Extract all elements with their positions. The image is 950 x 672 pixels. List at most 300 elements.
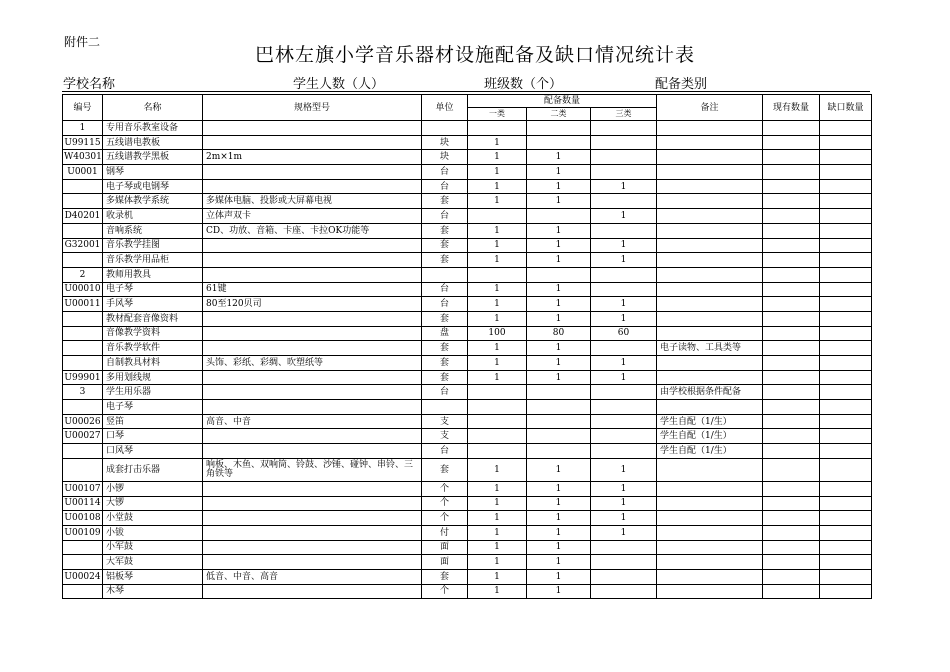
cell-existing <box>763 414 820 429</box>
cell-spec: 高音、中音 <box>203 414 422 429</box>
cell-note <box>657 525 763 540</box>
table-row <box>63 400 872 415</box>
header-cat3: 三类 <box>591 108 657 121</box>
cell-note <box>657 150 763 165</box>
table-row <box>63 414 872 429</box>
cell-note <box>657 209 763 224</box>
table-row <box>63 584 872 599</box>
cell-cat3: 1 <box>591 238 657 253</box>
cell-cat1: 1 <box>468 165 527 180</box>
cell-existing <box>763 282 820 297</box>
cell-unit: 套 <box>422 356 468 371</box>
table-row <box>63 385 872 400</box>
cell-existing <box>763 297 820 312</box>
cell-existing <box>763 341 820 356</box>
cell-cat1: 1 <box>468 481 527 496</box>
cell-gap <box>820 341 872 356</box>
cell-gap <box>820 481 872 496</box>
table-row <box>63 135 872 150</box>
cell-cat2: 1 <box>527 540 591 555</box>
table-row <box>63 165 872 180</box>
cell-gap <box>820 540 872 555</box>
cell-name: 小钹 <box>103 525 203 540</box>
cell-gap <box>820 179 872 194</box>
cell-cat1 <box>468 121 527 136</box>
cell-cat2: 1 <box>527 253 591 268</box>
cell-cat2 <box>527 121 591 136</box>
table-row <box>63 179 872 194</box>
cell-note <box>657 282 763 297</box>
cell-gap <box>820 370 872 385</box>
cell-name: 手风琴 <box>103 297 203 312</box>
cell-note <box>657 496 763 511</box>
table-row <box>63 311 872 326</box>
classes-label: 班级数（个） <box>484 77 563 92</box>
cell-spec <box>203 121 422 136</box>
cell-note <box>657 179 763 194</box>
cell-existing <box>763 370 820 385</box>
table-row <box>63 223 872 238</box>
cell-cat1 <box>468 444 527 459</box>
cell-cat2: 1 <box>527 481 591 496</box>
category-label: 配备类别 <box>655 77 708 92</box>
cell-cat1: 1 <box>468 569 527 584</box>
cell-gap <box>820 253 872 268</box>
cell-cat1: 1 <box>468 282 527 297</box>
cell-gap <box>820 385 872 400</box>
cell-cat3: 1 <box>591 356 657 371</box>
cell-spec: 80至120贝司 <box>203 297 422 312</box>
cell-cat2: 1 <box>527 555 591 570</box>
table-row <box>63 444 872 459</box>
cell-cat3 <box>591 429 657 444</box>
cell-cat2: 1 <box>527 179 591 194</box>
cell-unit: 套 <box>422 569 468 584</box>
cell-gap <box>820 555 872 570</box>
cell-cat2: 1 <box>527 282 591 297</box>
cell-code <box>63 179 103 194</box>
cell-gap <box>820 511 872 526</box>
cell-unit: 套 <box>422 223 468 238</box>
cell-cat3 <box>591 121 657 136</box>
cell-gap <box>820 311 872 326</box>
cell-name: 钢琴 <box>103 165 203 180</box>
cell-gap <box>820 209 872 224</box>
cell-name: 多用划线规 <box>103 370 203 385</box>
cell-cat2 <box>527 444 591 459</box>
cell-cat2 <box>527 209 591 224</box>
cell-code: U00024 <box>63 569 103 584</box>
cell-spec <box>203 135 422 150</box>
cell-code <box>63 540 103 555</box>
cell-cat2: 1 <box>527 370 591 385</box>
table-row <box>63 267 872 282</box>
cell-note <box>657 458 763 481</box>
school-name-label: 学校名称 <box>63 77 116 92</box>
cell-cat1: 1 <box>468 496 527 511</box>
cell-gap <box>820 267 872 282</box>
cell-existing <box>763 253 820 268</box>
table-row <box>63 253 872 268</box>
cell-note <box>657 540 763 555</box>
cell-unit: 个 <box>422 584 468 599</box>
cell-existing <box>763 194 820 209</box>
cell-cat3 <box>591 400 657 415</box>
table-row <box>63 356 872 371</box>
cell-cat1: 1 <box>468 311 527 326</box>
cell-cat3 <box>591 223 657 238</box>
cell-note <box>657 165 763 180</box>
cell-cat1: 1 <box>468 555 527 570</box>
table-row <box>63 209 872 224</box>
cell-spec: 61键 <box>203 282 422 297</box>
cell-unit: 套 <box>422 341 468 356</box>
cell-code <box>63 400 103 415</box>
cell-gap <box>820 326 872 341</box>
cell-note <box>657 297 763 312</box>
cell-spec <box>203 525 422 540</box>
cell-note: 学生自配（1/生） <box>657 414 763 429</box>
cell-gap <box>820 356 872 371</box>
header-qty: 配备数量 <box>468 95 657 108</box>
table-row <box>63 150 872 165</box>
cell-unit <box>422 400 468 415</box>
cell-name: 木琴 <box>103 584 203 599</box>
cell-gap <box>820 584 872 599</box>
table-row <box>63 555 872 570</box>
cell-gap <box>820 194 872 209</box>
info-divider <box>62 91 870 92</box>
cell-unit: 个 <box>422 481 468 496</box>
cell-code: U00010 <box>63 282 103 297</box>
cell-gap <box>820 400 872 415</box>
cell-cat2: 1 <box>527 238 591 253</box>
cell-existing <box>763 525 820 540</box>
table-row <box>63 370 872 385</box>
cell-name: 教材配套音像资料 <box>103 311 203 326</box>
cell-cat3 <box>591 194 657 209</box>
cell-cat1: 1 <box>468 135 527 150</box>
table-row <box>63 194 872 209</box>
cell-note <box>657 400 763 415</box>
cell-unit: 套 <box>422 253 468 268</box>
cell-note: 电子读物、工具类等 <box>657 341 763 356</box>
cell-unit: 块 <box>422 150 468 165</box>
cell-cat3 <box>591 267 657 282</box>
cell-cat2: 1 <box>527 194 591 209</box>
cell-cat3: 60 <box>591 326 657 341</box>
cell-gap <box>820 458 872 481</box>
cell-code: W40301 <box>63 150 103 165</box>
cell-existing <box>763 429 820 444</box>
cell-name: 大军鼓 <box>103 555 203 570</box>
cell-spec: 多媒体电脑、投影或大屏幕电视 <box>203 194 422 209</box>
cell-unit: 台 <box>422 209 468 224</box>
cell-note <box>657 121 763 136</box>
cell-spec <box>203 311 422 326</box>
cell-cat2: 1 <box>527 511 591 526</box>
cell-unit: 台 <box>422 282 468 297</box>
header-unit: 单位 <box>422 95 468 121</box>
cell-code <box>63 326 103 341</box>
cell-spec <box>203 179 422 194</box>
cell-existing <box>763 496 820 511</box>
header-name: 名称 <box>103 95 203 121</box>
cell-spec <box>203 584 422 599</box>
cell-cat1 <box>468 267 527 282</box>
cell-spec <box>203 400 422 415</box>
cell-unit: 个 <box>422 511 468 526</box>
table-body <box>63 121 872 599</box>
cell-cat1: 1 <box>468 223 527 238</box>
cell-code <box>63 194 103 209</box>
cell-name: 小锣 <box>103 481 203 496</box>
table-row <box>63 121 872 136</box>
cell-spec <box>203 481 422 496</box>
cell-cat1: 1 <box>468 297 527 312</box>
cell-cat3: 1 <box>591 253 657 268</box>
cell-cat3: 1 <box>591 179 657 194</box>
cell-cat1: 1 <box>468 150 527 165</box>
cell-cat3: 1 <box>591 496 657 511</box>
cell-note <box>657 267 763 282</box>
cell-gap <box>820 135 872 150</box>
cell-existing <box>763 179 820 194</box>
cell-note <box>657 569 763 584</box>
cell-unit: 台 <box>422 165 468 180</box>
cell-cat3 <box>591 444 657 459</box>
cell-gap <box>820 297 872 312</box>
cell-cat3: 1 <box>591 297 657 312</box>
cell-existing <box>763 326 820 341</box>
page-title: 巴林左旗小学音乐器材设施配备及缺口情况统计表 <box>254 44 695 66</box>
cell-cat3 <box>591 385 657 400</box>
table-row <box>63 540 872 555</box>
cell-cat2: 1 <box>527 223 591 238</box>
cell-cat2: 1 <box>527 569 591 584</box>
cell-note <box>657 370 763 385</box>
cell-cat1: 1 <box>468 238 527 253</box>
cell-name: 口风琴 <box>103 444 203 459</box>
table-row <box>63 341 872 356</box>
cell-name: 大锣 <box>103 496 203 511</box>
cell-cat1: 100 <box>468 326 527 341</box>
cell-name: 音乐教学挂图 <box>103 238 203 253</box>
header-gap: 缺口数量 <box>820 95 872 121</box>
cell-gap <box>820 496 872 511</box>
cell-spec <box>203 341 422 356</box>
cell-note <box>657 311 763 326</box>
cell-existing <box>763 458 820 481</box>
cell-note <box>657 511 763 526</box>
cell-cat2 <box>527 267 591 282</box>
header-code: 编号 <box>63 95 103 121</box>
cell-cat2: 1 <box>527 311 591 326</box>
cell-note <box>657 223 763 238</box>
cell-unit: 套 <box>422 238 468 253</box>
cell-code <box>63 223 103 238</box>
cell-code: U0001 <box>63 165 103 180</box>
cell-unit: 面 <box>422 555 468 570</box>
cell-spec <box>203 238 422 253</box>
cell-spec: 2m×1m <box>203 150 422 165</box>
cell-unit: 台 <box>422 179 468 194</box>
cell-gap <box>820 223 872 238</box>
cell-code <box>63 555 103 570</box>
cell-spec <box>203 444 422 459</box>
cell-cat3 <box>591 282 657 297</box>
cell-name: 收录机 <box>103 209 203 224</box>
cell-cat3: 1 <box>591 511 657 526</box>
table-row <box>63 525 872 540</box>
cell-existing <box>763 267 820 282</box>
cell-existing <box>763 311 820 326</box>
table-row <box>63 569 872 584</box>
table-row <box>63 297 872 312</box>
cell-existing <box>763 135 820 150</box>
cell-cat3 <box>591 414 657 429</box>
cell-spec <box>203 511 422 526</box>
cell-cat3 <box>591 555 657 570</box>
cell-name: 专用音乐教室设备 <box>103 121 203 136</box>
cell-cat1: 1 <box>468 194 527 209</box>
cell-existing <box>763 209 820 224</box>
cell-note: 由学校根据条件配备 <box>657 385 763 400</box>
cell-code <box>63 458 103 481</box>
cell-cat1: 1 <box>468 584 527 599</box>
cell-note <box>657 326 763 341</box>
cell-existing <box>763 150 820 165</box>
equipment-table <box>62 94 872 599</box>
cell-code <box>63 253 103 268</box>
cell-cat3 <box>591 135 657 150</box>
cell-cat3: 1 <box>591 458 657 481</box>
cell-gap <box>820 165 872 180</box>
cell-name: 电子琴 <box>103 400 203 415</box>
cell-existing <box>763 238 820 253</box>
table-row <box>63 282 872 297</box>
cell-existing <box>763 555 820 570</box>
cell-cat2 <box>527 414 591 429</box>
cell-cat1: 1 <box>468 511 527 526</box>
table-row <box>63 511 872 526</box>
header-spec: 规格型号 <box>203 95 422 121</box>
cell-cat3: 1 <box>591 525 657 540</box>
cell-spec <box>203 385 422 400</box>
cell-code: U00114 <box>63 496 103 511</box>
cell-name: 自制教具材料 <box>103 356 203 371</box>
cell-code: 2 <box>63 267 103 282</box>
cell-spec <box>203 326 422 341</box>
cell-unit: 台 <box>422 297 468 312</box>
cell-unit: 个 <box>422 496 468 511</box>
cell-note <box>657 555 763 570</box>
cell-name: 电子琴 <box>103 282 203 297</box>
cell-name: 口琴 <box>103 429 203 444</box>
cell-cat3: 1 <box>591 209 657 224</box>
cell-unit <box>422 121 468 136</box>
cell-cat2: 1 <box>527 297 591 312</box>
cell-name: 多媒体教学系统 <box>103 194 203 209</box>
header-cat2: 二类 <box>527 108 591 121</box>
header-existing: 现有数量 <box>763 95 820 121</box>
cell-spec: 头饰、彩纸、彩绸、吹塑纸等 <box>203 356 422 371</box>
cell-code: U00109 <box>63 525 103 540</box>
cell-note <box>657 584 763 599</box>
cell-gap <box>820 429 872 444</box>
cell-cat2: 80 <box>527 326 591 341</box>
cell-gap <box>820 569 872 584</box>
cell-existing <box>763 385 820 400</box>
cell-code: U00027 <box>63 429 103 444</box>
cell-spec: CD、功放、音箱、卡座、卡拉OK功能等 <box>203 223 422 238</box>
cell-cat1: 1 <box>468 458 527 481</box>
cell-cat1: 1 <box>468 370 527 385</box>
cell-unit: 支 <box>422 414 468 429</box>
cell-code: U99901 <box>63 370 103 385</box>
cell-name: 铝板琴 <box>103 569 203 584</box>
cell-name: 音乐教学软件 <box>103 341 203 356</box>
cell-cat1: 1 <box>468 179 527 194</box>
cell-unit: 支 <box>422 429 468 444</box>
cell-cat1 <box>468 400 527 415</box>
cell-spec <box>203 267 422 282</box>
cell-cat3 <box>591 584 657 599</box>
cell-note <box>657 194 763 209</box>
cell-name: 五线谱教学黑板 <box>103 150 203 165</box>
cell-cat1: 1 <box>468 525 527 540</box>
cell-code: U99115 <box>63 135 103 150</box>
cell-cat3 <box>591 341 657 356</box>
students-label: 学生人数（人） <box>293 77 385 92</box>
cell-unit: 套 <box>422 311 468 326</box>
cell-unit: 台 <box>422 444 468 459</box>
cell-cat2: 1 <box>527 525 591 540</box>
cell-gap <box>820 121 872 136</box>
cell-note <box>657 238 763 253</box>
cell-unit: 台 <box>422 385 468 400</box>
cell-existing <box>763 540 820 555</box>
cell-note: 学生自配（1/生） <box>657 444 763 459</box>
cell-gap <box>820 282 872 297</box>
cell-existing <box>763 481 820 496</box>
table-row <box>63 238 872 253</box>
cell-cat2: 1 <box>527 458 591 481</box>
cell-spec <box>203 370 422 385</box>
cell-existing <box>763 400 820 415</box>
cell-cat2 <box>527 400 591 415</box>
cell-existing <box>763 444 820 459</box>
cell-cat2: 1 <box>527 584 591 599</box>
cell-cat1: 1 <box>468 356 527 371</box>
cell-unit: 块 <box>422 135 468 150</box>
cell-code: D40201 <box>63 209 103 224</box>
cell-name: 五线谱电教板 <box>103 135 203 150</box>
cell-unit: 付 <box>422 525 468 540</box>
cell-cat2: 1 <box>527 356 591 371</box>
annex-label: 附件二 <box>64 35 101 49</box>
cell-cat2: 1 <box>527 150 591 165</box>
cell-cat3: 1 <box>591 311 657 326</box>
cell-existing <box>763 121 820 136</box>
cell-unit: 面 <box>422 540 468 555</box>
cell-code: U00026 <box>63 414 103 429</box>
cell-name: 音乐教学用品柜 <box>103 253 203 268</box>
cell-cat1: 1 <box>468 341 527 356</box>
cell-code <box>63 311 103 326</box>
cell-unit <box>422 267 468 282</box>
cell-spec <box>203 253 422 268</box>
